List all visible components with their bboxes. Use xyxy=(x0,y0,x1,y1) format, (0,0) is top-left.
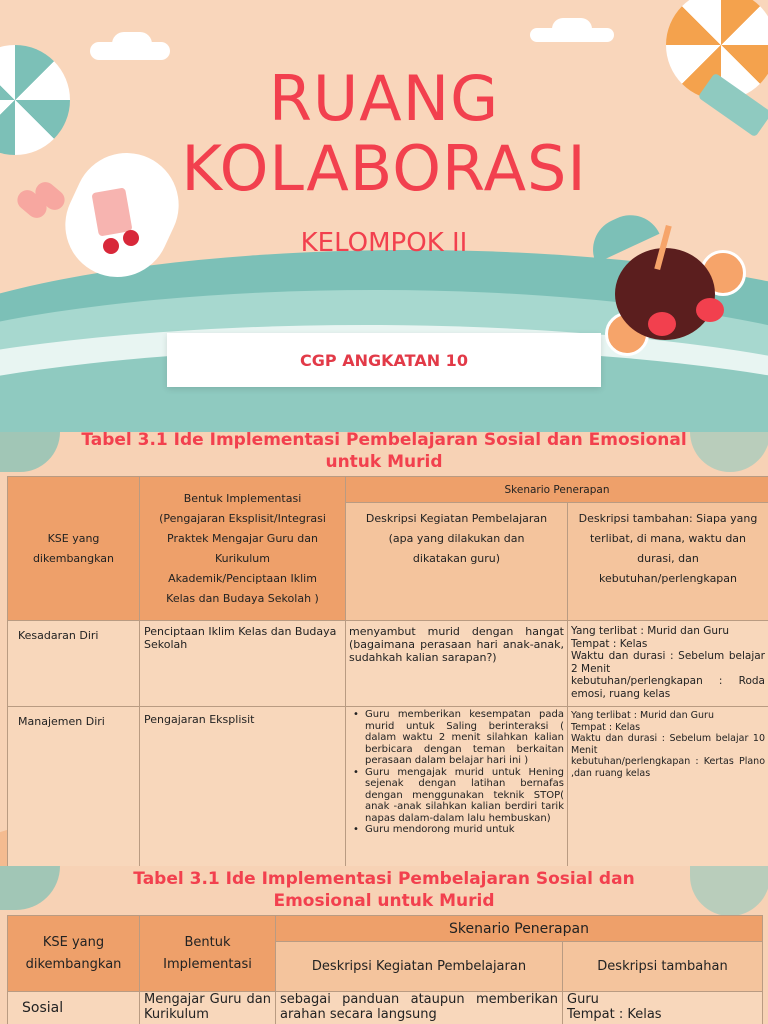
table-title xyxy=(0,432,768,473)
header-tambahan: Deskripsi tambahan xyxy=(563,942,763,992)
table-title-line1: Tabel 3.1 Ide Implementasi Pembelajaran Sosial dan xyxy=(133,869,635,889)
header-tambahan: Deskripsi tambahan: Siapa yang terlibat, di mana, waktu dan durasi, dan kebutuhan/perlengkapan xyxy=(568,503,768,621)
sunglasses-icon xyxy=(648,312,676,336)
header-kse: KSE yang dikembangkan xyxy=(8,916,140,992)
header-bentuk: Bentuk Implementasi xyxy=(140,916,276,992)
cell-bentuk: Mengajar Guru dan Kurikulum xyxy=(140,992,276,1024)
header-deskripsi: Deskripsi Kegiatan Pembelajaran (apa yang dilakukan dan dikatakan guru) xyxy=(346,503,568,621)
cover-title-line2: KOLABORASI xyxy=(181,132,587,205)
activity-list xyxy=(349,709,564,836)
cover-subtitle: KELOMPOK II xyxy=(300,228,468,258)
cell-kse: Kesadaran Diri xyxy=(8,621,140,707)
header-skenario: Skenario Penerapan xyxy=(276,916,763,942)
table-row xyxy=(8,621,768,707)
cell-kse: Sosial xyxy=(8,992,140,1024)
cell-deskripsi: sebagai panduan ataupun memberikan arahan secara langsung xyxy=(276,992,563,1024)
cell-bentuk: Penciptaan Iklim Kelas dan Budaya Sekolah xyxy=(140,621,346,707)
header-bentuk: Bentuk Implementasi (Pengajaran Eksplisit/Integrasi Praktek Mengajar Guru dan Kurikulum Akademik/Penciptaan Iklim Kelas dan Budaya Sekolah ) xyxy=(140,477,346,621)
list-item: • Guru memberikan kesempatan pada murid untuk Saling berinteraksi ( dalam waktu 2 menit silahkan kalian berbicara dengan teman berkaitan perasaan dalam belajar hari ini ) xyxy=(349,709,564,767)
cover-banner xyxy=(167,333,601,387)
list-item: • Guru mendorong murid untuk xyxy=(349,824,564,836)
table-slide-1 xyxy=(0,432,768,866)
header-deskripsi: Deskripsi Kegiatan Pembelajaran xyxy=(276,942,563,992)
cover-title-line1: RUANG xyxy=(268,62,500,135)
implementation-table xyxy=(7,476,768,866)
table-title-line2: untuk Murid xyxy=(325,452,443,472)
sunglasses-icon xyxy=(696,298,724,322)
cell-tambahan: Yang terlibat : Murid dan Guru Tempat : Kelas Waktu dan durasi : Sebelum belajar 2 Menit kebutuhan/perlengkapan : Roda emosi, ruang kelas xyxy=(568,621,768,707)
cell-tambahan: Yang terlibat : Murid dan Guru Tempat : Kelas Waktu dan durasi : Sebelum belajar 10 Menit kebutuhan/perlengkapan : Kertas Plano ,dan ruang kelas xyxy=(568,707,768,867)
cloud-icon xyxy=(552,18,592,40)
cloud-icon xyxy=(112,32,152,56)
implementation-table xyxy=(7,915,763,1024)
list-item: • Guru mengajak murid untuk Hening sejenak dengan latihan bernafas dengan menggunakan teknik STOP( anak -anak silahkan kalian berdiri tarik napas dalam-dalam lalu hembuskan) xyxy=(349,767,564,825)
banner-text: CGP ANGKATAN 10 xyxy=(300,350,468,370)
table-title-line1: Tabel 3.1 Ide Implementasi Pembelajaran Sosial dan Emosional xyxy=(81,432,687,450)
header-kse: KSE yang dikembangkan xyxy=(8,477,140,621)
cell-bentuk: Pengajaran Eksplisit xyxy=(140,707,346,867)
table-title-line2: Emosional untuk Murid xyxy=(273,891,495,911)
cell-kse: Manajemen Diri xyxy=(8,707,140,867)
table-row xyxy=(8,992,763,1024)
cell-deskripsi: menyambut murid dengan hangat (bagaimana perasaan hari anak-anak, sudahkah kalian sarapan?) xyxy=(346,621,568,707)
table-title xyxy=(0,868,768,912)
cell-tambahan: Guru Tempat : Kelas xyxy=(563,992,763,1024)
table-row xyxy=(8,707,768,867)
header-skenario: Skenario Penerapan xyxy=(346,477,768,503)
table-slide-2 xyxy=(0,866,768,1024)
cell-deskripsi xyxy=(346,707,568,867)
cover-slide xyxy=(0,0,768,432)
